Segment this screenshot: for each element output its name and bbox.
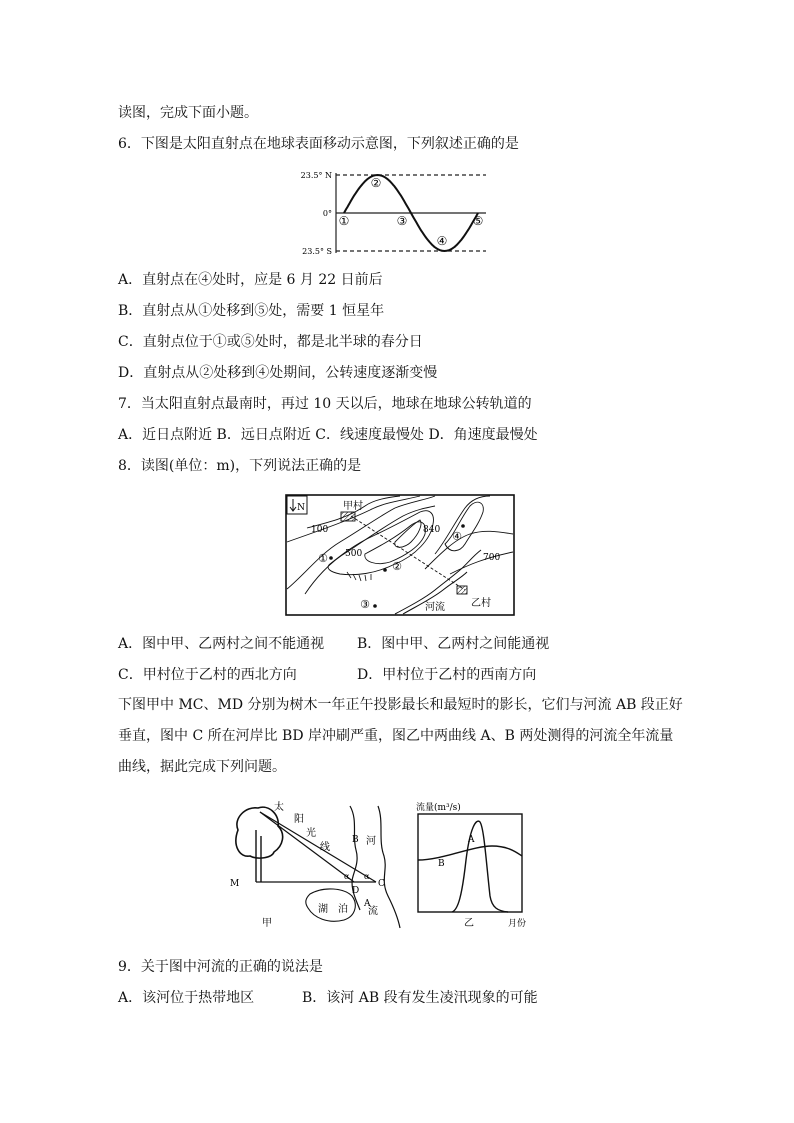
point-5: ⑤ xyxy=(472,214,484,228)
river-label: 河流 xyxy=(425,602,445,613)
village-a-label: 甲村 xyxy=(343,501,363,512)
lake-char-2: 泊 xyxy=(338,904,348,915)
q8-option-b: B．图中甲、乙两村之间能通视 xyxy=(357,636,550,652)
village-b-label: 乙村 xyxy=(471,598,491,609)
label-d: D xyxy=(352,886,360,896)
q9-stem: 9．关于图中河流的正确的说法是 xyxy=(118,959,323,975)
north-label: N xyxy=(297,503,305,513)
q7-stem: 7．当太阳直射点最南时，再过 10 天以后，地球在地球公转轨道的 xyxy=(118,396,532,412)
map-point-3: ③ xyxy=(360,598,370,611)
lat-23-5-north-label: 23.5° N xyxy=(300,171,332,180)
q6-stem: 6．下图是太阳直射点在地球表面移动示意图，下列叙述正确的是 xyxy=(118,136,519,152)
passage-text: 下图甲中 MC、MD 分别为树木一年正午投影最长和最短时的影长，它们与河流 AB 段正好垂直，图中 C 所在河岸比 BD 岸冲刷严重，图乙中两曲线 A、B 两处测得的河流全年流量曲线，据此完成下列问题。 xyxy=(118,697,683,775)
point-4: ④ xyxy=(436,234,448,248)
q6-option-b: B．直射点从①处移到⑤处，需要 1 恒星年 xyxy=(118,303,385,319)
label-b: B xyxy=(352,835,359,845)
point-3: ③ xyxy=(396,214,408,228)
q8-option-c: C．甲村位于乙村的西北方向 xyxy=(118,667,297,683)
subsolar-point-figure xyxy=(296,165,496,260)
map-point-1: ① xyxy=(318,552,328,565)
sun-char-4: 线 xyxy=(320,842,330,853)
q9-option-a: A．该河位于热带地区 xyxy=(118,990,255,1006)
curve-a-label: A xyxy=(468,835,475,845)
lake-char-1: 湖 xyxy=(318,904,328,915)
discharge-chart xyxy=(412,800,547,932)
q8-stem: 8．读图(单位：m)，下列说法正确的是 xyxy=(118,458,362,474)
label-a: A xyxy=(364,899,371,909)
intro-text: 读图，完成下面小题。 xyxy=(118,105,258,121)
q8-option-d: D．甲村位于乙村的西南方向 xyxy=(357,667,537,683)
q6-option-d: D．直射点从②处移到④处期间，公转速度逐渐变慢 xyxy=(118,365,438,381)
map-point-4: ④ xyxy=(452,530,462,543)
sun-char-1: 太 xyxy=(274,802,284,813)
angle-label-2: α xyxy=(364,872,370,881)
discharge-xlabel: 月份 xyxy=(508,919,527,929)
curve-b-label: B xyxy=(438,859,445,869)
angle-label-1: α xyxy=(344,872,350,881)
q6-option-a: A．直射点在④处时，应是 6 月 22 日前后 xyxy=(118,272,383,288)
lat-equator-label: 0° xyxy=(322,209,332,218)
sun-char-3: 光 xyxy=(306,828,316,839)
lat-23-5-south-label: 23.5° S xyxy=(302,247,332,256)
map-point-2: ② xyxy=(392,560,402,573)
point-2: ② xyxy=(370,176,382,190)
label-c: C xyxy=(378,879,385,889)
q9-option-b: B．该河 AB 段有发生凌汛现象的可能 xyxy=(302,990,538,1006)
contour-840-label: 840 xyxy=(423,525,441,535)
q7-options: A．近日点附近 B．远日点附近 C．线速度最慢处 D．角速度最慢处 xyxy=(118,427,538,443)
caption-jia: 甲 xyxy=(262,918,272,929)
caption-yi: 乙 xyxy=(464,918,474,929)
river-char: 河 xyxy=(366,836,376,847)
discharge-ylabel: 流量(m³/s) xyxy=(416,803,461,813)
point-1: ① xyxy=(338,214,350,228)
contour-map xyxy=(285,494,515,616)
q6-option-c: C．直射点位于①或⑤处时，都是北半球的春分日 xyxy=(118,334,423,350)
tree-shadow-figure xyxy=(228,800,410,930)
q8-option-a: A．图中甲、乙两村之间不能通视 xyxy=(118,636,325,652)
contour-100-label: 100 xyxy=(311,525,329,535)
contour-700-label: 700 xyxy=(483,553,501,563)
flow-char: 流 xyxy=(368,906,378,917)
contour-500-label: 500 xyxy=(345,549,363,559)
label-m: M xyxy=(230,879,240,889)
sun-char-2: 阳 xyxy=(294,814,304,825)
